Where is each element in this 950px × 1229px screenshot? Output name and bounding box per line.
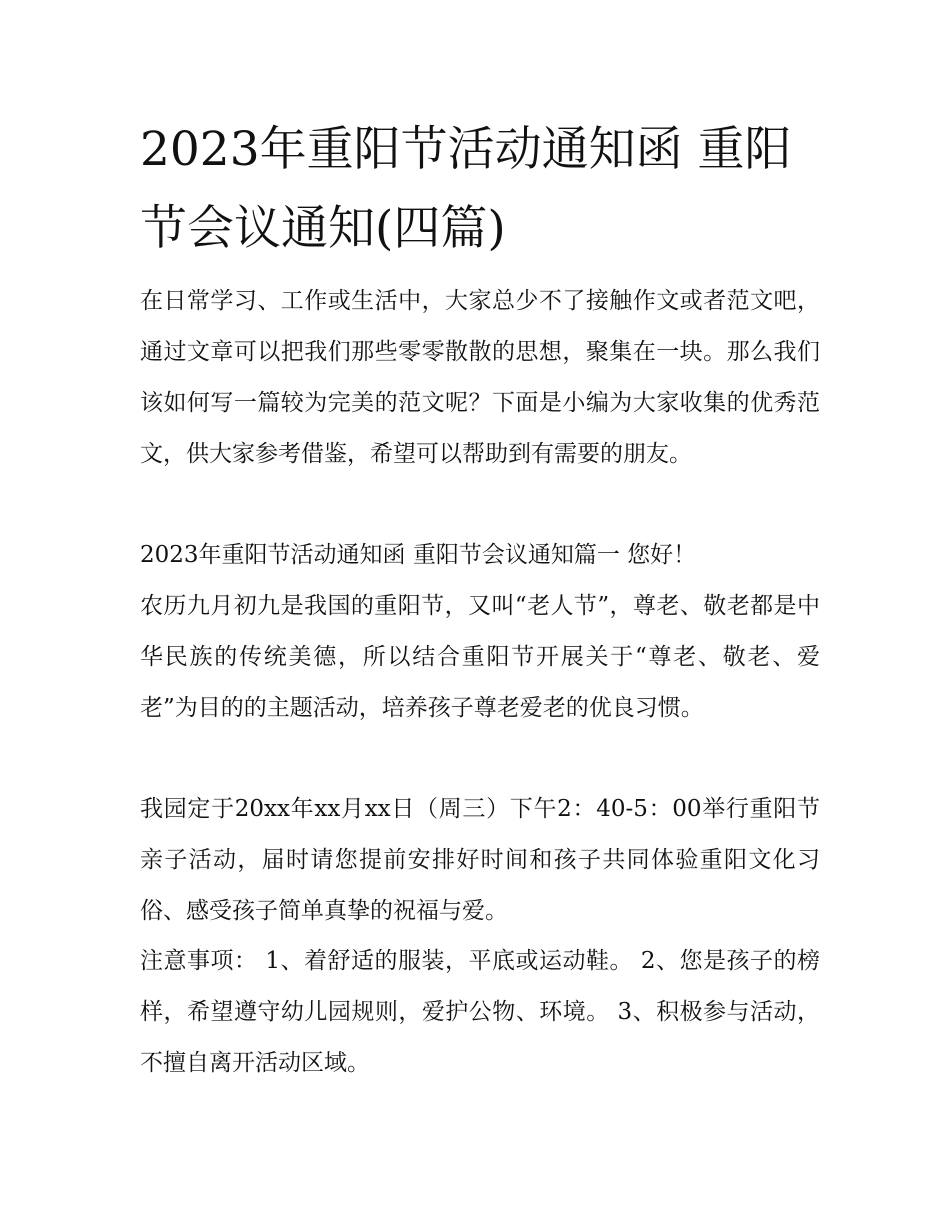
- intro-paragraph: 在日常学习、工作或生活中，大家总少不了接触作文或者范文吧，通过文章可以把我们那些零零散散的思想，聚集在一块。那么我们该如何写一篇较为完美的范文呢？下面是小编为大家收集的优秀范文，供大家参考借鉴，希望可以帮助到有需要的朋友。: [140, 288, 820, 467]
- background-paragraph: 农历九月初九是我国的重阳节，又叫“老人节”，尊老、敬老都是中华民族的传统美德，所以结合重阳节开展关于“尊老、敬老、爱老”为目的的主题活动，培养孩子尊老爱老的优良习惯。: [140, 593, 820, 721]
- section-heading-line: 2023年重阳节活动通知函 重阳节会议通知篇一 您好！: [140, 542, 697, 568]
- notes-paragraph: 注意事项： 1、着舒适的服装，平底或运动鞋。 2、您是孩子的榜样，希望遵守幼儿园规则，爱护公物、环境。 3、积极参与活动，不擅自离开活动区域。: [140, 948, 820, 1076]
- document-title: 2023年重阳节活动通知函 重阳节会议通知(四篇): [140, 122, 792, 256]
- schedule-paragraph: 我园定于20xx年xx月xx日（周三）下午2：40-5：00举行重阳节亲子活动，届时请您提前安排好时间和孩子共同体验重阳文化习俗、感受孩子简单真挚的祝福与爱。: [140, 796, 820, 924]
